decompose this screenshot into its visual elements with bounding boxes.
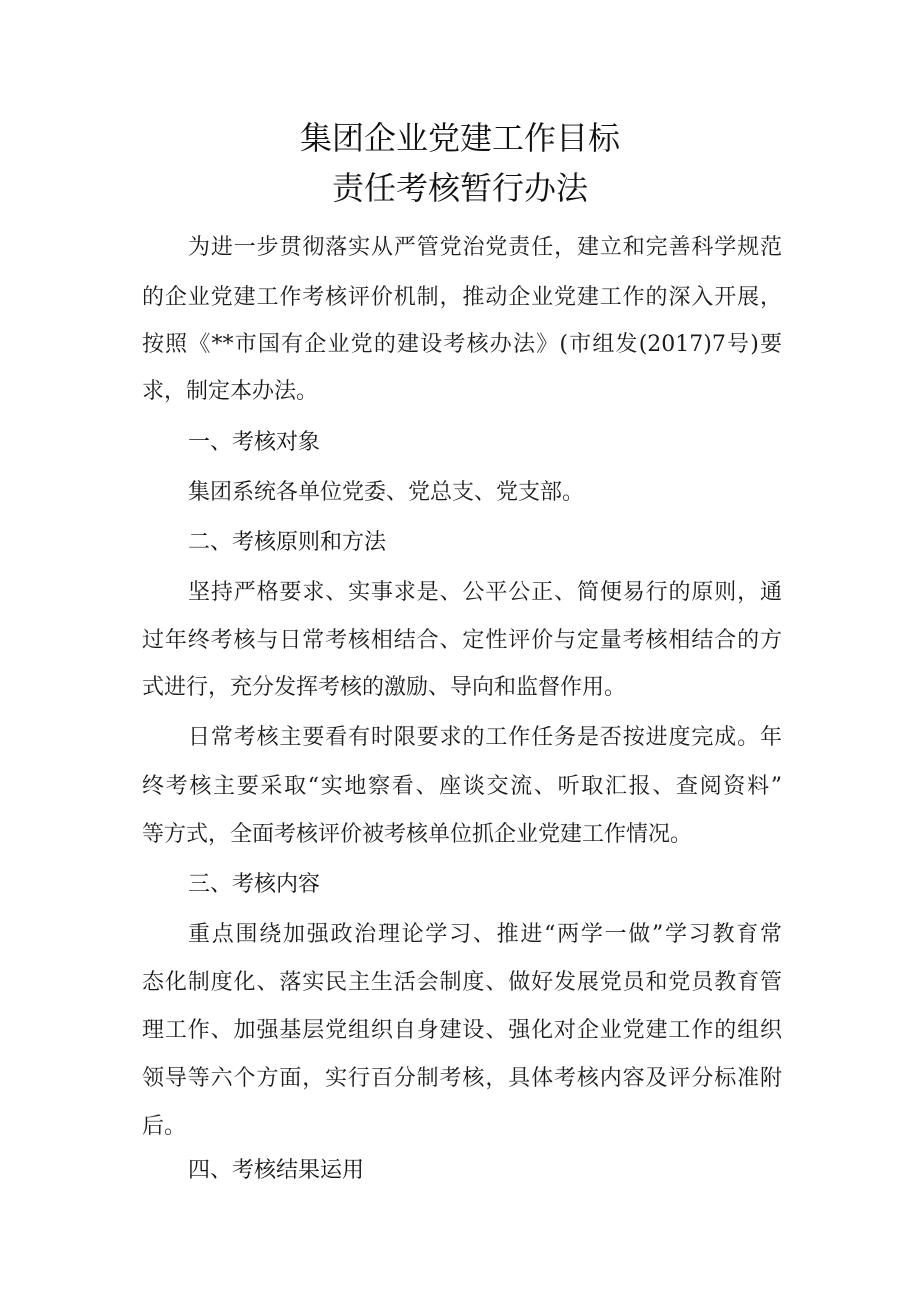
- section-3-line: 后。: [142, 1114, 187, 1139]
- intro-line: 的企业党建工作考核评价机制，推动企业党建工作的深入开展，: [142, 285, 782, 310]
- section-heading-2: 二、考核原则和方法: [188, 530, 387, 555]
- section-3-line: 理工作、加强基层党组织自身建设、强化对企业党建工作的组织: [142, 1018, 782, 1043]
- section-2-para2-line: 等方式，全面考核评价被考核单位抓企业党建工作情况。: [142, 822, 693, 847]
- intro-line: 按照《**市国有企业党的建设考核办法》(市组发(2017)7号)要: [142, 332, 782, 357]
- intro-line: 求，制定本办法。: [142, 379, 319, 404]
- section-2-para2-line: 日常考核主要看有时限要求的工作任务是否按进度完成。年: [188, 725, 782, 750]
- section-heading-4: 四、考核结果运用: [188, 1158, 365, 1183]
- section-2-para1-line: 坚持严格要求、实事求是、公平公正、简便易行的原则，通: [188, 580, 782, 605]
- section-2-para1-line: 过年终考核与日常考核相结合、定性评价与定量考核相结合的方: [142, 628, 782, 653]
- document-title-line-1: 集团企业党建工作目标: [299, 119, 620, 157]
- section-2-para1-line: 式进行，充分发挥考核的激励、导向和监督作用。: [142, 675, 627, 700]
- section-heading-1: 一、考核对象: [188, 430, 321, 455]
- section-2-para2-line: 终考核主要采取“实地察看、座谈交流、听取汇报、查阅资料”: [142, 774, 782, 799]
- intro-line: 为进一步贯彻落实从严管党治党责任，建立和完善科学规范: [188, 235, 782, 260]
- section-3-line: 态化制度化、落实民主生活会制度、做好发展党员和党员教育管: [142, 970, 782, 995]
- document-title-line-2: 责任考核暂行办法: [331, 169, 588, 207]
- section-1-text: 集团系统各单位党委、党总支、党支部。: [188, 480, 585, 505]
- section-3-line: 重点围绕加强政治理论学习、推进“两学一做”学习教育常: [188, 922, 782, 947]
- section-3-line: 领导等六个方面，实行百分制考核，具体考核内容及评分标准附: [142, 1066, 782, 1091]
- section-heading-3: 三、考核内容: [188, 872, 321, 897]
